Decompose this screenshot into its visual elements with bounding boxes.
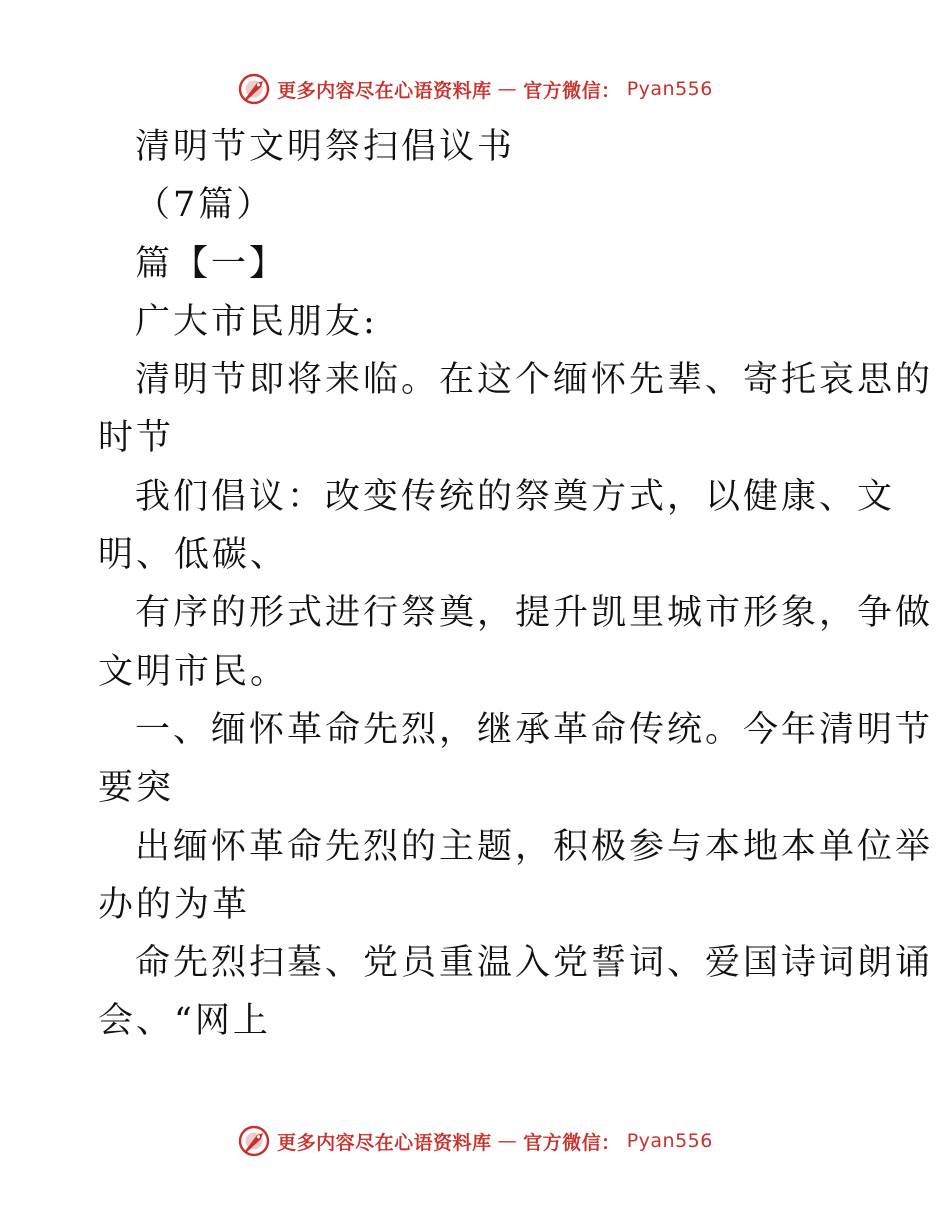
watermark-main-text: 更多内容尽在心语资料库 [277, 1131, 492, 1154]
pen-nib-logo-icon [237, 1124, 271, 1158]
paragraph-line: 命先烈扫墓、党员重温入党誓词、爱国诗词朗诵 [135, 943, 934, 984]
paragraph-line: 清明节即将来临。在这个缅怀先辈、寄托哀思的 [135, 360, 934, 401]
paragraph-line: 我们倡议：改变传统的祭奠方式，以健康、文 [135, 476, 896, 517]
document-title: 清明节文明祭扫倡议书 [135, 127, 516, 167]
document-body [98, 118, 934, 1051]
paragraph-line: 有序的形式进行祭奠，提升凯里城市形象，争做 [135, 593, 934, 634]
paragraph-line: 要突 [98, 768, 175, 809]
watermark-main-text: 更多内容尽在心语资料库 [277, 79, 492, 102]
pen-nib-logo-icon [237, 72, 271, 106]
document-count: （7篇） [135, 185, 275, 226]
watermark-wechat-id: Pyan556 [626, 1130, 713, 1152]
paragraph-line: 明、低碳、 [98, 535, 289, 576]
section-heading: 篇【一】 [135, 243, 288, 284]
salutation: 广大市民朋友: [135, 301, 378, 342]
paragraph-line: 时节 [98, 418, 175, 459]
watermark-wechat-id: Pyan556 [626, 78, 713, 100]
paragraph-line: 一、缅怀革命先烈，继承革命传统。今年清明节 [135, 709, 934, 750]
watermark-dash: — [497, 78, 518, 100]
watermark-suffix-text: 官方微信： [523, 79, 621, 102]
watermark-dash: — [497, 1130, 518, 1152]
paragraph-line: 出缅怀革命先烈的主题，积极参与本地本单位举 [135, 826, 934, 867]
header-watermark [0, 72, 950, 106]
paragraph-line: 会、“网上 [98, 1001, 271, 1042]
watermark-suffix-text: 官方微信： [523, 1131, 621, 1154]
paragraph-line: 办的为革 [98, 884, 251, 925]
paragraph-line: 文明市民。 [98, 651, 289, 692]
footer-watermark [0, 1124, 950, 1158]
